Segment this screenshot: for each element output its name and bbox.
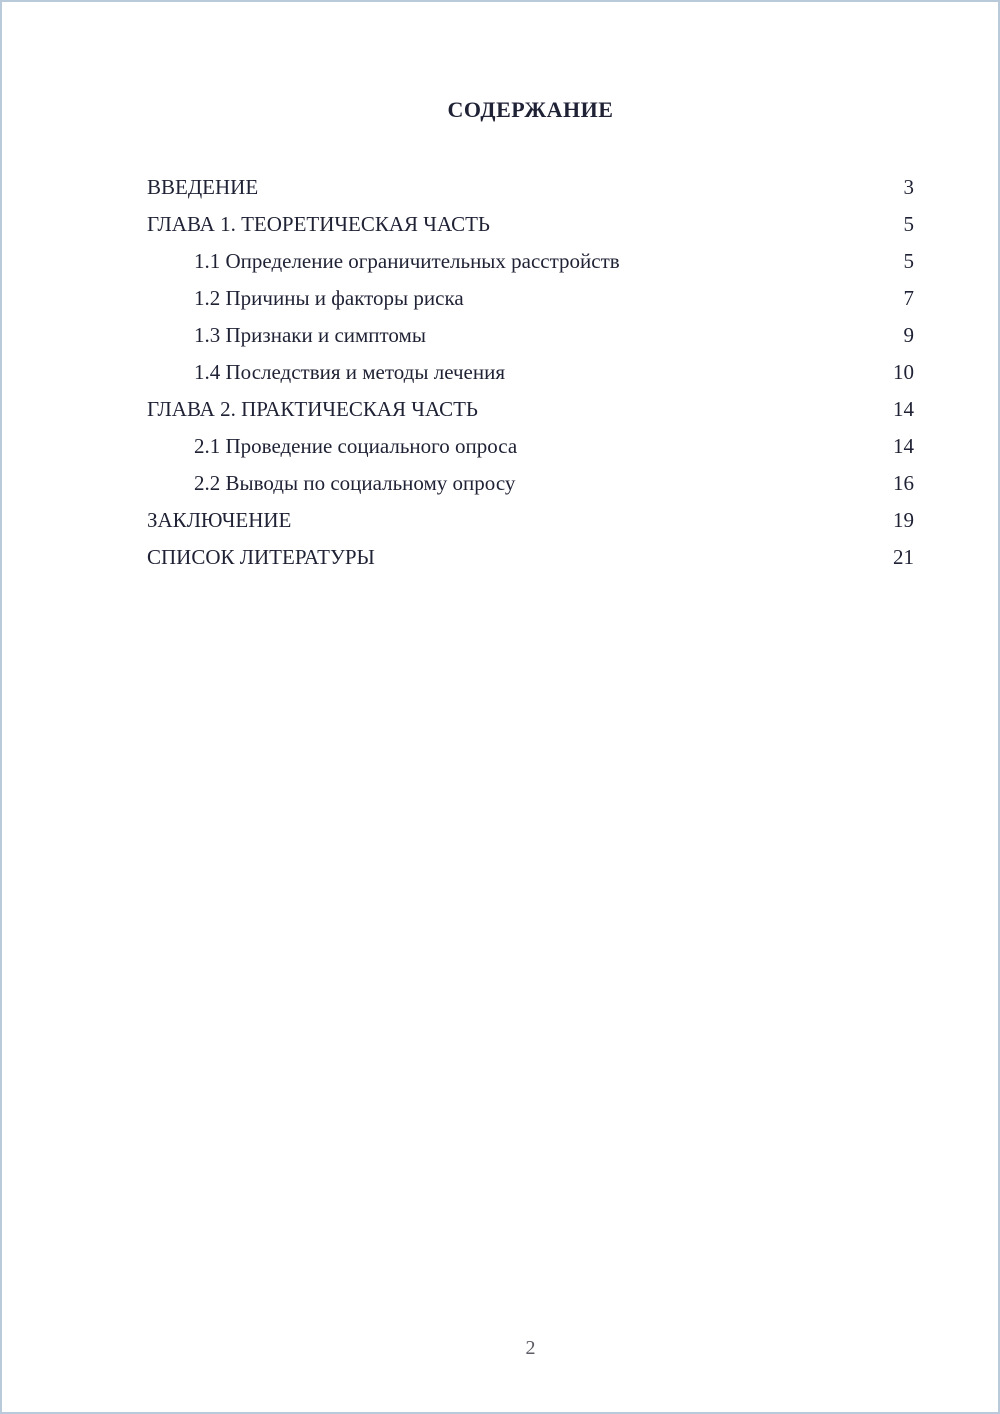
toc-entry-label: 2.1 Проведение социального опроса bbox=[194, 434, 518, 458]
toc-entry bbox=[147, 465, 914, 502]
toc-entry-page: 16 bbox=[893, 471, 914, 495]
toc-entry-label: 1.4 Последствия и методы лечения bbox=[194, 360, 506, 384]
toc-entry-label: 1.3 Признаки и симптомы bbox=[194, 323, 426, 347]
toc-entry-label: СПИСОК ЛИТЕРАТУРЫ bbox=[147, 545, 375, 569]
toc-entry-label: 1.1 Определение ограничительных расстройств bbox=[194, 249, 620, 273]
toc-entry bbox=[147, 428, 914, 465]
toc-entry bbox=[147, 206, 914, 243]
toc-entry bbox=[147, 169, 914, 206]
toc-entry bbox=[147, 391, 914, 428]
toc-entry-label: ЗАКЛЮЧЕНИЕ bbox=[147, 508, 292, 532]
toc-entry-page: 5 bbox=[903, 249, 914, 273]
toc-entry bbox=[147, 354, 914, 391]
toc-entry bbox=[147, 502, 914, 539]
toc-entry-page: 21 bbox=[893, 545, 914, 569]
toc-entry-label: ВВЕДЕНИЕ bbox=[147, 175, 259, 199]
toc-entry-page: 7 bbox=[903, 286, 914, 310]
toc-entry-page: 9 bbox=[903, 323, 914, 347]
toc-entry-page: 19 bbox=[893, 508, 914, 532]
toc-list bbox=[147, 169, 914, 576]
toc-entry bbox=[147, 243, 914, 280]
toc-entry-label: ГЛАВА 2. ПРАКТИЧЕСКАЯ ЧАСТЬ bbox=[147, 397, 478, 421]
toc-entry-page: 14 bbox=[893, 434, 914, 458]
page-title: СОДЕРЖАНИЕ bbox=[447, 97, 614, 122]
toc-entry-page: 5 bbox=[903, 212, 914, 236]
toc-entry-page: 10 bbox=[893, 360, 914, 384]
toc-entry-page: 14 bbox=[893, 397, 914, 421]
toc-entry bbox=[147, 539, 914, 576]
toc-entry-label: 2.2 Выводы по социальному опросу bbox=[194, 471, 516, 495]
toc-entry-page: 3 bbox=[903, 175, 914, 199]
page-number: 2 bbox=[525, 1337, 536, 1359]
toc-entry-label: ГЛАВА 1. ТЕОРЕТИЧЕСКАЯ ЧАСТЬ bbox=[147, 212, 490, 236]
toc-entry bbox=[147, 280, 914, 317]
toc-entry bbox=[147, 317, 914, 354]
toc-entry-label: 1.2 Причины и факторы риска bbox=[194, 286, 464, 310]
